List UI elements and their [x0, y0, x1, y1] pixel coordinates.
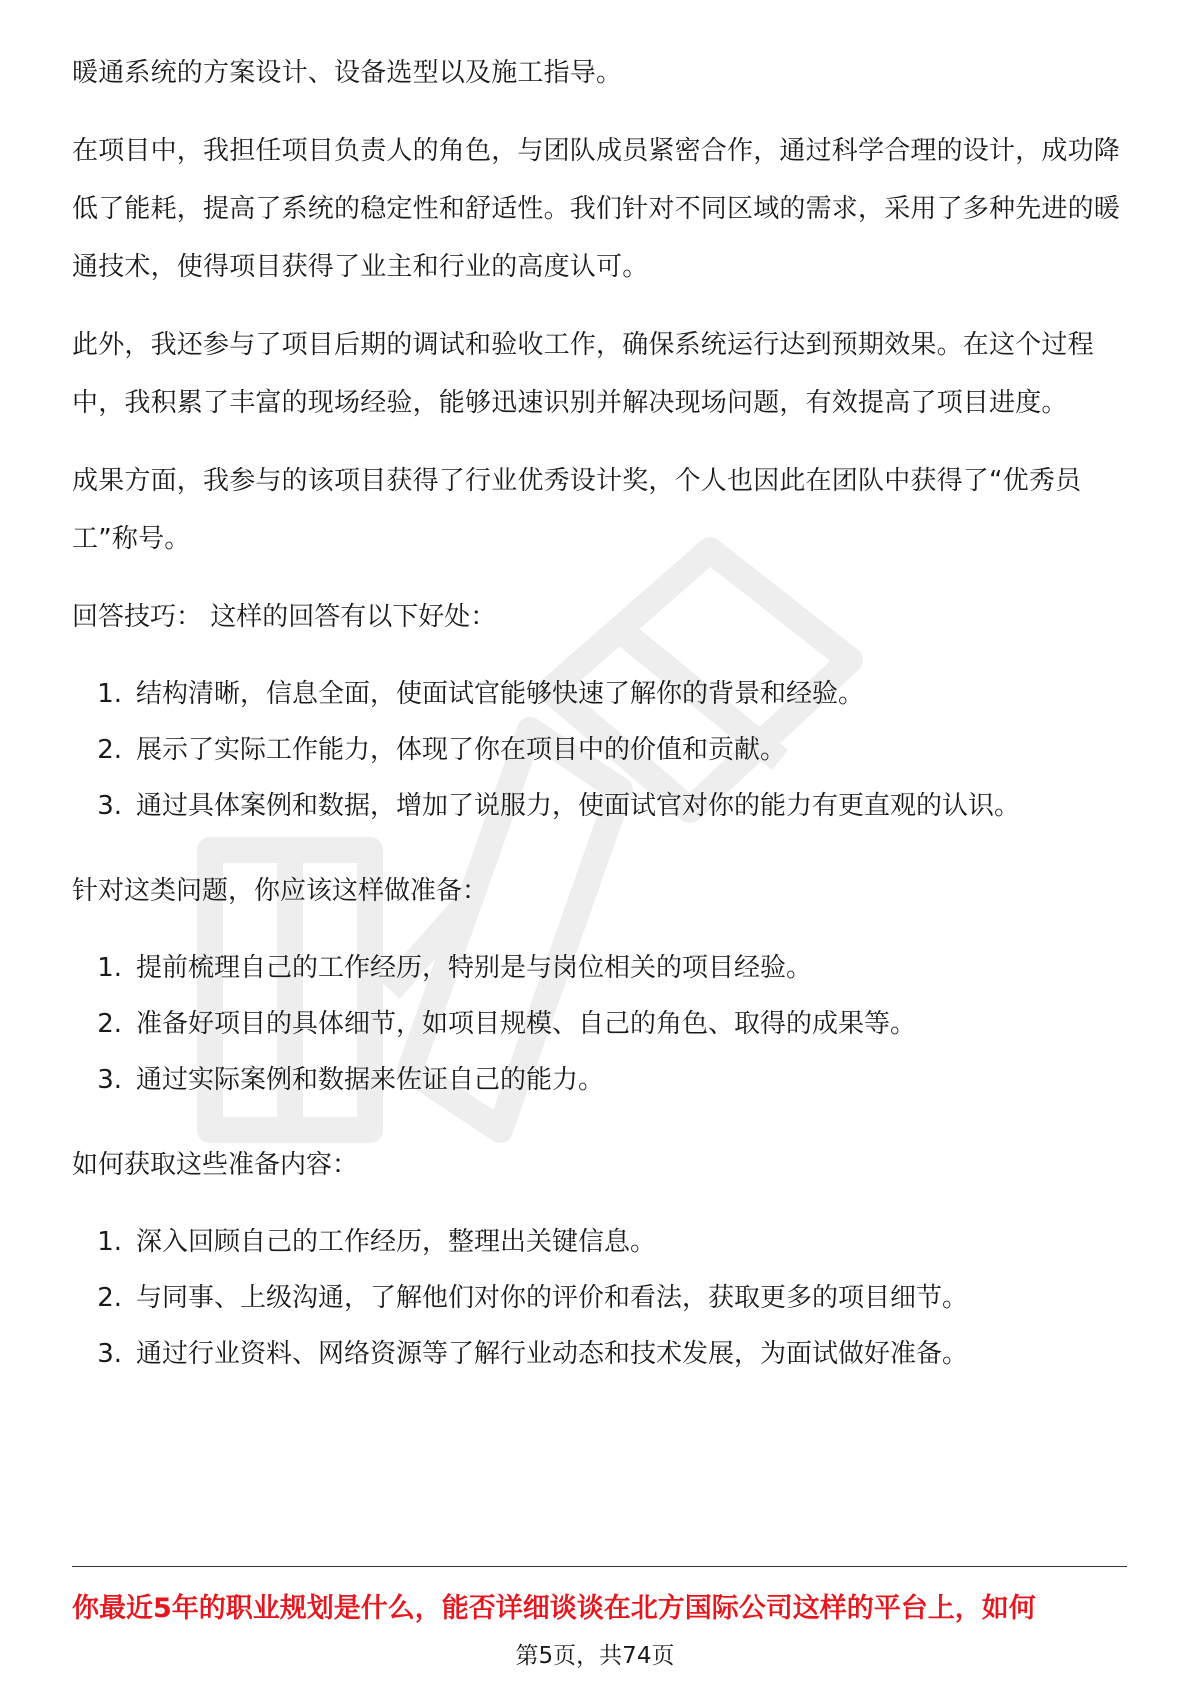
- list-item: [72, 1270, 1122, 1326]
- obtain-list: [72, 1214, 1122, 1382]
- list-number: 2.: [97, 1283, 122, 1313]
- list-text: 准备好项目的具体细节，如项目规模、自己的角色、取得的成果等。: [136, 1009, 917, 1039]
- list-item: [72, 1326, 1122, 1382]
- list-number: 1.: [97, 953, 122, 983]
- list-text: 展示了实际工作能力，体现了你在项目中的价值和贡献。: [136, 735, 787, 765]
- obtain-heading: 如何获取这些准备内容：: [72, 1150, 359, 1180]
- list-item: [72, 1052, 1122, 1108]
- list-item: [72, 722, 1122, 778]
- list-number: 1.: [97, 1227, 122, 1257]
- list-item: [72, 1214, 1122, 1270]
- list-item: [72, 996, 1122, 1052]
- document-body: [72, 44, 1122, 1410]
- list-item: [72, 940, 1122, 996]
- list-text: 通过实际案例和数据来佐证自己的能力。: [136, 1065, 605, 1095]
- list-number: 1.: [97, 679, 122, 709]
- list-number: 2.: [97, 735, 122, 765]
- tips-heading: 回答技巧： 这样的回答有以下好处：: [72, 602, 497, 632]
- list-number: 2.: [97, 1009, 122, 1039]
- list-number: 3.: [97, 1339, 122, 1369]
- list-text: 深入回顾自己的工作经历，整理出关键信息。: [136, 1227, 657, 1257]
- page-number: 第5页，共74页: [515, 1643, 675, 1669]
- prepare-list: [72, 940, 1122, 1108]
- next-question-preview: 你最近5年的职业规划是什么，能否详细谈谈在北方国际公司这样的平台上，如何: [72, 1593, 1036, 1624]
- paragraph-project-role: 在项目中，我担任项目负责人的角色，与团队成员紧密合作，通过科学合理的设计，成功降低了能耗，提高了系统的稳定性和舒适性。我们针对不同区域的需求，采用了多种先进的暖通技术，使得项目获得了业主和行业的高度认可。: [72, 136, 1121, 282]
- prepare-heading: 针对这类问题，你应该这样做准备：: [72, 876, 489, 906]
- paragraph-achievements: 成果方面，我参与的该项目获得了行业优秀设计奖，个人也因此在团队中获得了“优秀员工”称号。: [72, 466, 1082, 554]
- list-item: [72, 666, 1122, 722]
- footer-divider: [72, 1566, 1127, 1567]
- list-text: 通过具体案例和数据，增加了说服力，使面试官对你的能力有更直观的认识。: [136, 791, 1021, 821]
- paragraph-design-scope: 暖通系统的方案设计、设备选型以及施工指导。: [72, 58, 623, 88]
- list-number: 3.: [97, 791, 122, 821]
- list-number: 3.: [97, 1065, 122, 1095]
- list-text: 提前梳理自己的工作经历，特别是与岗位相关的项目经验。: [136, 953, 813, 983]
- paragraph-commissioning: 此外，我还参与了项目后期的调试和验收工作，确保系统运行达到预期效果。在这个过程中，我积累了丰富的现场经验，能够迅速识别并解决现场问题，有效提高了项目进度。: [72, 330, 1094, 418]
- list-text: 通过行业资料、网络资源等了解行业动态和技术发展，为面试做好准备。: [136, 1339, 969, 1369]
- list-item: [72, 778, 1122, 834]
- tips-list: [72, 666, 1122, 834]
- list-text: 结构清晰，信息全面，使面试官能够快速了解你的背景和经验。: [136, 679, 865, 709]
- list-text: 与同事、上级沟通，了解他们对你的评价和看法，获取更多的项目细节。: [136, 1283, 969, 1313]
